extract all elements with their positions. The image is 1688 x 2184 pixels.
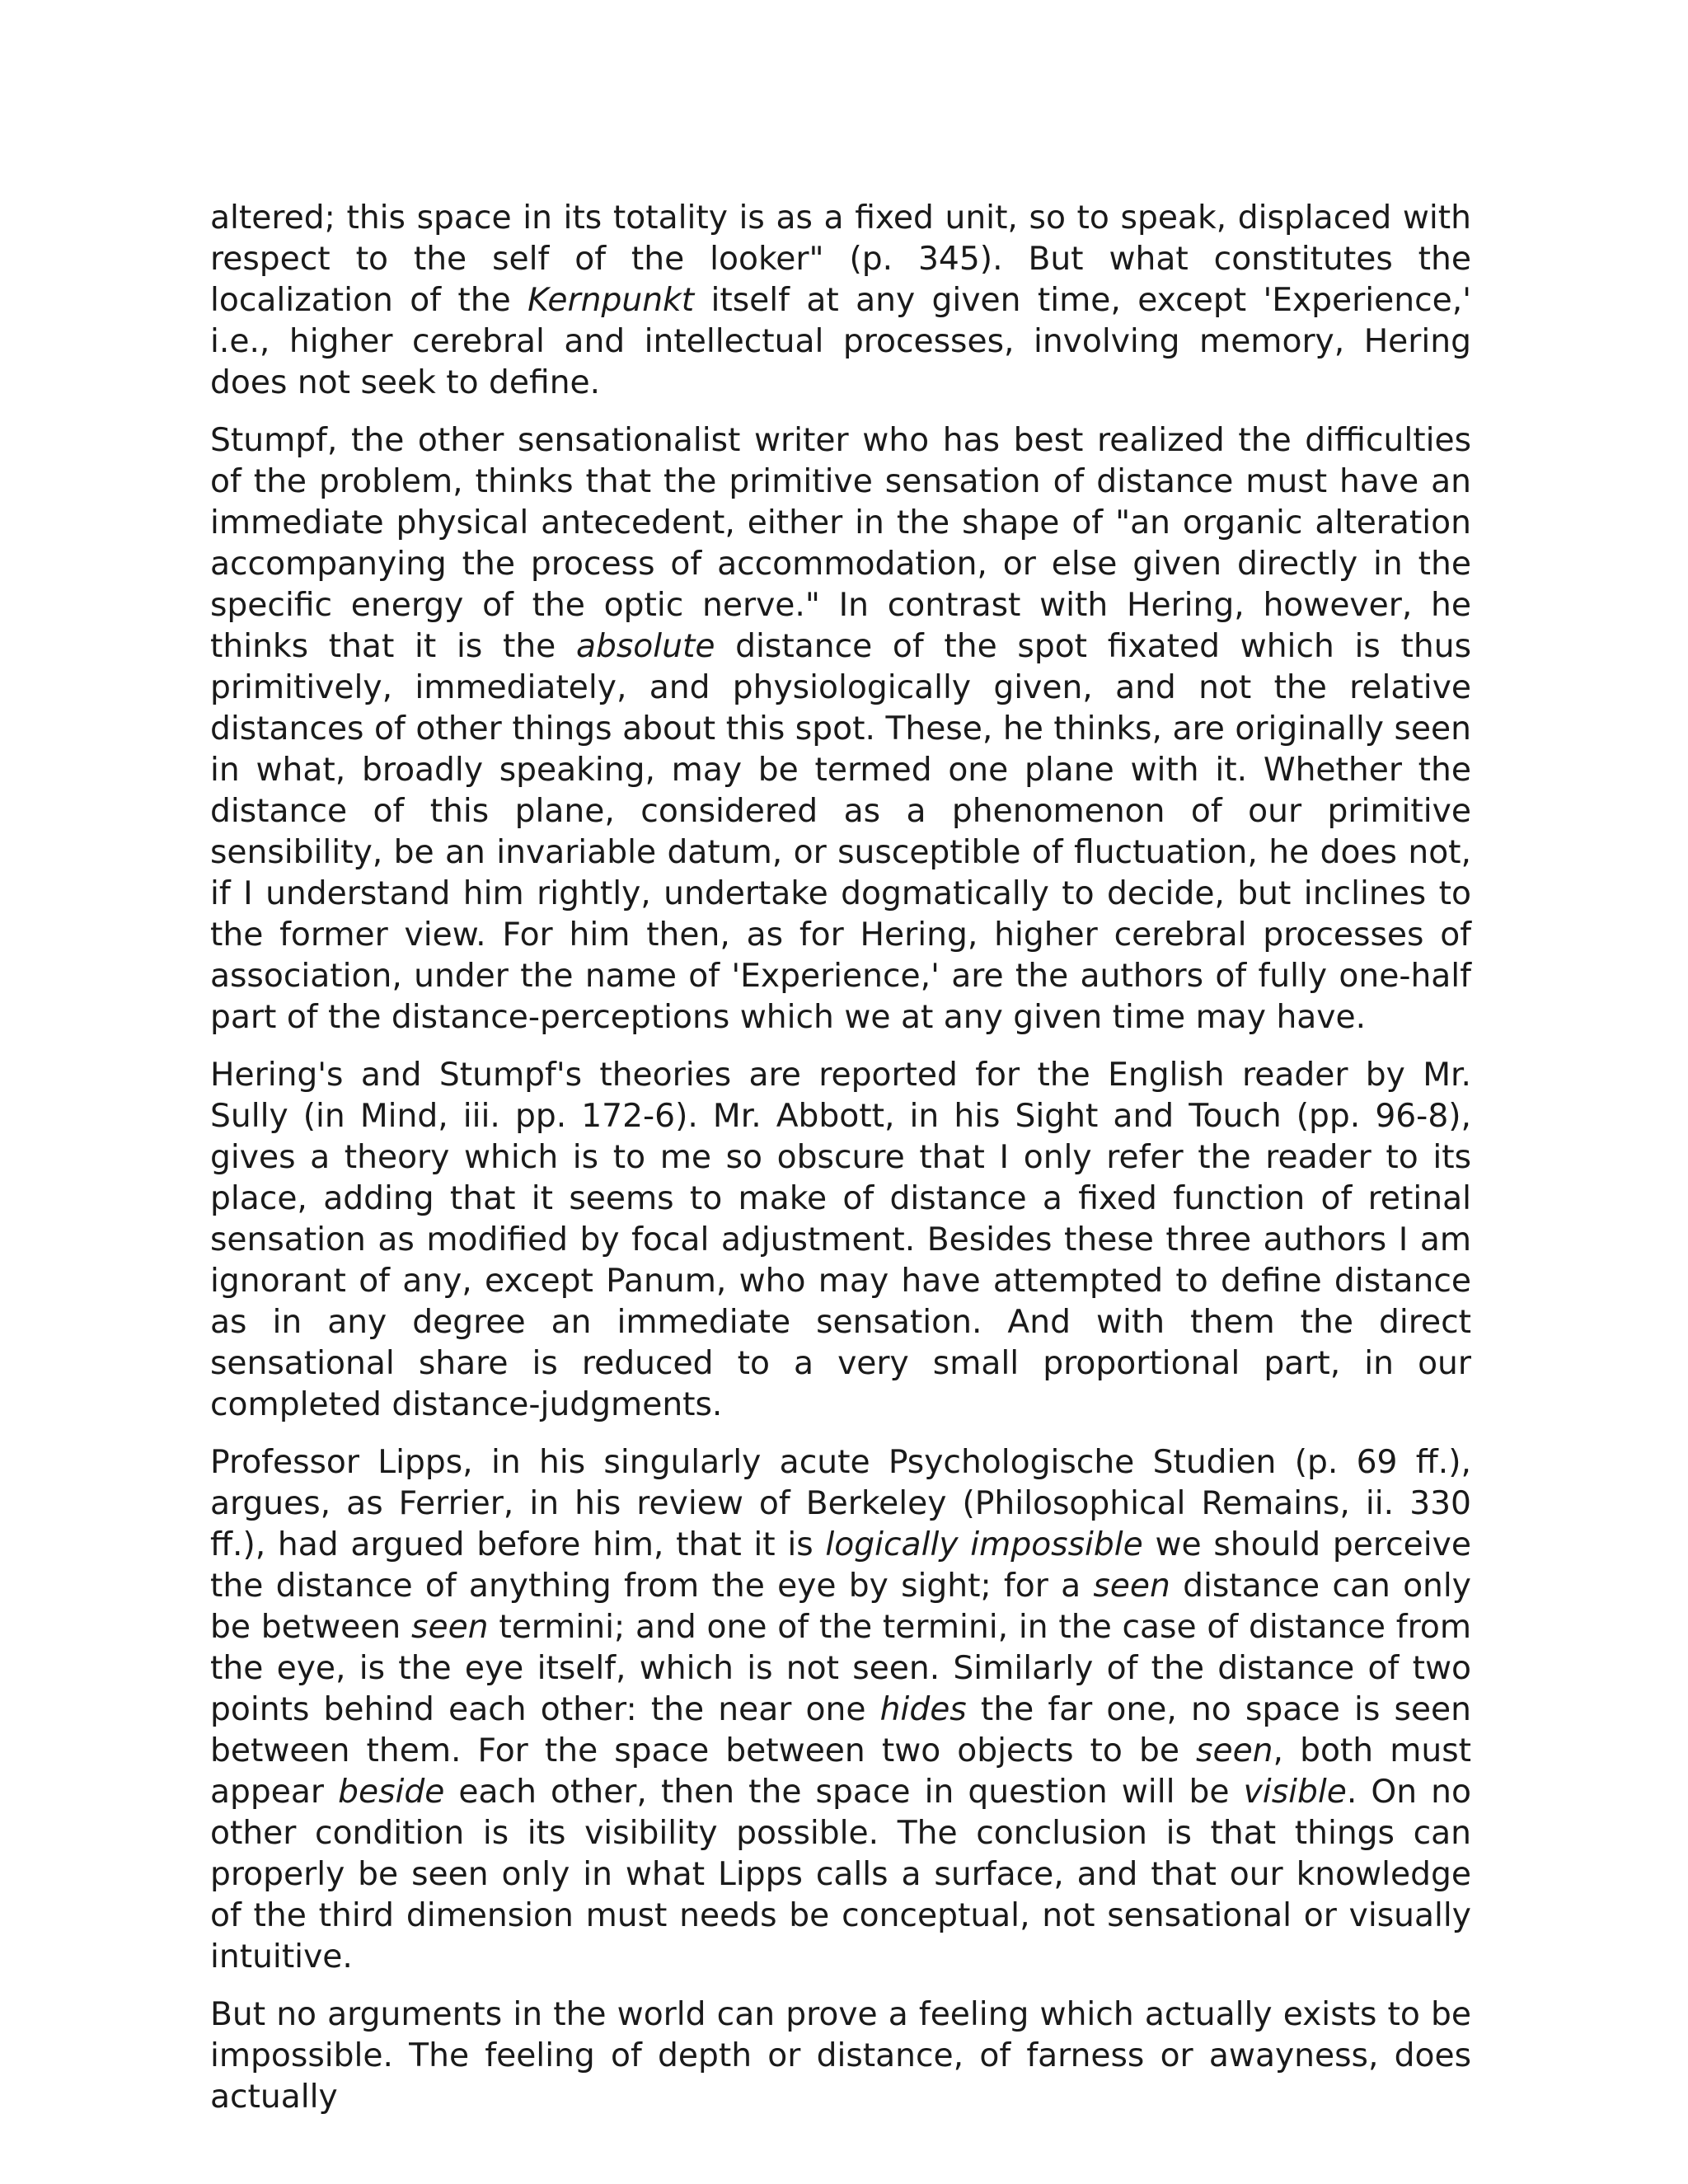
italic-run: Kernpunkt — [528, 282, 695, 319]
text-run: itself at any given time, except 'Experience,' i.e., higher cerebral and intellectual processes, involving memory, Hering does not seek to define. — [210, 282, 1471, 401]
text-run: each other, then the space in question will be — [444, 1774, 1244, 1811]
text-run: , both must appear — [210, 1732, 1471, 1811]
paragraph — [210, 198, 1471, 404]
italic-run: visible — [1243, 1774, 1347, 1811]
paragraph — [210, 1994, 1471, 2118]
paragraph — [210, 1055, 1471, 1426]
document-page — [210, 198, 1471, 2135]
italic-run: logically impossible — [825, 1526, 1143, 1563]
text-run: termini; and one of the termini, in the case of distance from the eye, is the eye itself, which is not seen. Similarly of the distance of two points behind each other: the near one — [210, 1609, 1471, 1728]
text-run: Professor Lipps, in his singularly acute Psychologische Studien (p. 69 ff.), argues, as Ferrier, in his review of Berkeley (Philosophical Remains, ii. 330 ff.), had argued before him, that it is — [210, 1444, 1471, 1563]
italic-run: seen — [1196, 1732, 1273, 1769]
paragraph — [210, 420, 1471, 1038]
italic-run: beside — [338, 1774, 445, 1811]
text-run: the far one, no space is seen between them. For the space between two objects to be — [210, 1691, 1471, 1769]
text-run: Stumpf, the other sensationalist writer who has best realized the difficulties of the problem, thinks that the primitive sensation of distance must have an immediate physical antecedent, either in the shape of "an organic alteration accompanying the process of accommodation, or else given directly in the specific energy of the optic nerve." In contrast with Hering, however, he thinks that it is the — [210, 422, 1471, 665]
text-run: altered; this space in its totality is as a fixed unit, so to speak, displaced with respect to the self of the looker" (p. 345). But what constitutes the localization of the — [210, 199, 1471, 319]
paragraph — [210, 1442, 1471, 1978]
italic-run: seen — [1093, 1568, 1170, 1605]
text-run: . On no other condition is its visibility possible. The conclusion is that things can properly be seen only in what Lipps calls a surface, and that our knowledge of the third dimension must needs be conceptual, not sensational or visually intuitive. — [210, 1774, 1471, 1975]
text-run: we should perceive the distance of anything from the eye by sight; for a — [210, 1526, 1471, 1605]
italic-run: hides — [879, 1691, 967, 1728]
text-run: But no arguments in the world can prove a feeling which actually exists to be impossible. The feeling of depth or distance, of farness or awayness, does actually — [210, 1996, 1471, 2116]
italic-run: seen — [411, 1609, 489, 1646]
text-run: Hering's and Stumpf's theories are reported for the English reader by Mr. Sully (in Mind, iii. pp. 172-6). Mr. Abbott, in his Sight and Touch (pp. 96-8), gives a theory which is to me so obscure that I only refer the reader to its place, adding that it seems to make of distance a fixed function of retinal sensation as modified by focal adjustment. Besides these three authors I am ignorant of any, except Panum, who may have attempted to define distance as in any degree an immediate sensation. And with them the direct sensational share is reduced to a very small proportional part, in our completed distance-judgments. — [210, 1057, 1471, 1423]
text-run: distance of the spot fixated which is thus primitively, immediately, and physiologically given, and not the relative distances of other things about this spot. These, he thinks, are originally seen in what, broadly speaking, may be termed one plane with it. Whether the distance of this plane, considered as a phenomenon of our primitive sensibility, be an invariable datum, or susceptible of fluctuation, he does not, if I understand him rightly, undertake dogmatically to decide, but inclines to the former view. For him then, as for Hering, higher cerebral processes of association, under the name of 'Experience,' are the authors of fully one-half part of the distance-perceptions which we at any given time may have. — [210, 628, 1471, 1036]
italic-run: absolute — [575, 628, 715, 665]
text-run: distance can only be between — [210, 1568, 1471, 1646]
